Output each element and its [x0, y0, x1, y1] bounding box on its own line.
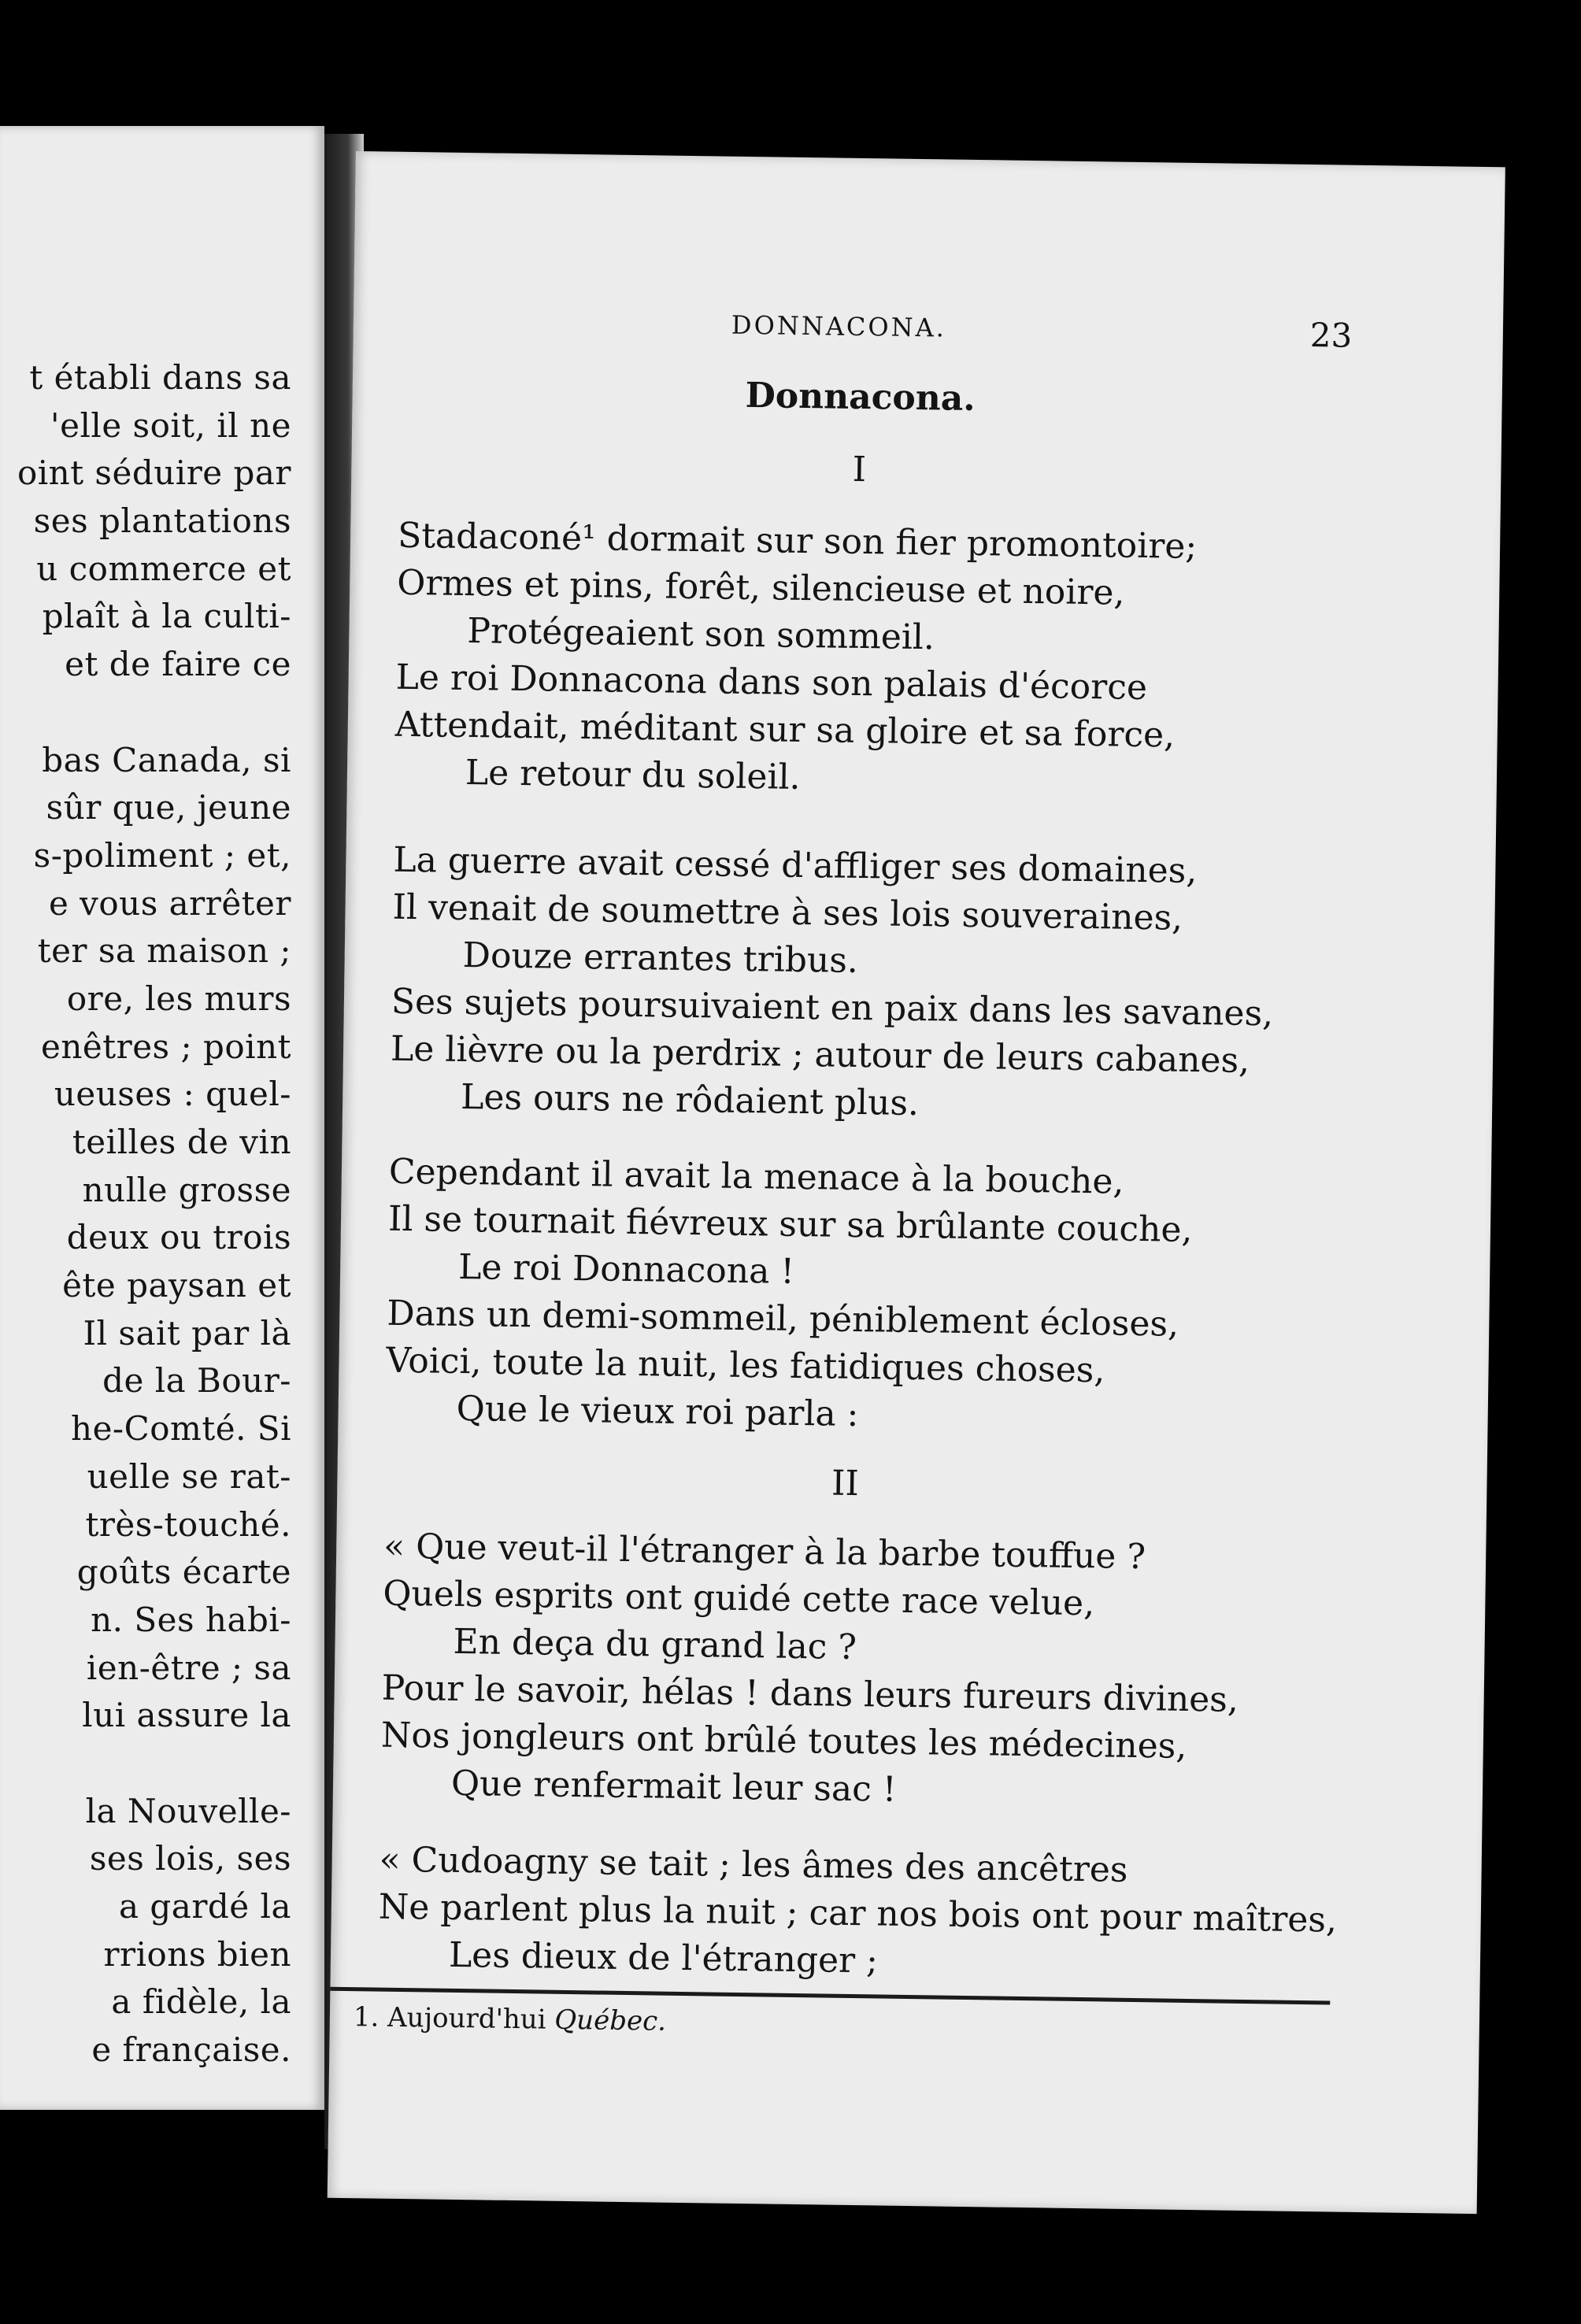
verse-line: Il se tournait fiévreux sur sa brûlante couche,: [387, 1198, 1193, 1250]
verse-line: Dans un demi-sommeil, péniblement écloses,: [387, 1293, 1179, 1345]
verse-line-indented: Que renfermait leur sac !: [450, 1763, 897, 1810]
section-number-2: II: [831, 1463, 860, 1504]
verse-line: Ne parlent plus la nuit ; car nos bois ont pour maîtres,: [378, 1886, 1338, 1941]
page-number: 23: [1309, 315, 1353, 355]
previous-page-line: ête paysan et: [62, 1266, 291, 1305]
previous-page-line: ses lois, ses: [89, 1839, 291, 1878]
verse-line-indented: En deça du grand lac ?: [453, 1621, 857, 1668]
verse-line: Le roi Donnacona dans son palais d'écorce: [395, 657, 1148, 709]
verse-line: Pour le savoir, hélas ! dans leurs fureurs divines,: [381, 1667, 1239, 1720]
previous-page-line: plaît à la culti-: [42, 597, 291, 636]
verse-line-indented: Les ours ne rôdaient plus.: [460, 1076, 920, 1124]
previous-page-line: et de faire ce: [65, 645, 291, 684]
previous-page-line: s-poliment ; et,: [33, 835, 291, 875]
previous-page-line: uelle se rat-: [87, 1456, 291, 1496]
footnote-rule: [330, 1987, 1330, 2005]
previous-page-line: a fidèle, la: [111, 1982, 291, 2022]
previous-page-line: he-Comté. Si: [71, 1409, 291, 1449]
previous-page-line: [0, 1740, 324, 1788]
verse-line: Stadaconé¹ dormait sur son fier promontoire;: [397, 515, 1198, 567]
previous-page-line: ueuses : quel-: [54, 1075, 291, 1114]
previous-page-line: ien-être ; sa: [86, 1648, 291, 1687]
previous-page-line: e vous arrêter: [48, 883, 291, 923]
previous-page-line: t établi dans sa: [29, 358, 291, 397]
previous-page-line: ter sa maison ;: [37, 931, 291, 971]
previous-page-fragment: [0, 126, 324, 2110]
previous-page-text: [0, 354, 324, 2074]
previous-page-line: bas Canada, si: [42, 740, 291, 779]
verse-line: Voici, toute la nuit, les fatidiques choses,: [386, 1340, 1105, 1391]
verse-line: « Cudoagny se tait ; les âmes des ancêtres: [379, 1839, 1128, 1890]
previous-page-line: 'elle soit, il ne: [50, 405, 291, 445]
stanza-1: [394, 513, 1406, 810]
verse-line: Cependant il avait la menace à la bouche,: [388, 1151, 1124, 1202]
previous-page-line: la Nouvelle-: [85, 1791, 291, 1830]
stanza-2: [390, 837, 1401, 1134]
verse-line: Nos jongleurs ont brûlé toutes les médecines,: [380, 1715, 1187, 1767]
verse-line: Attendait, méditant sur sa gloire et sa force,: [394, 704, 1176, 756]
stanza-4: [380, 1523, 1392, 1821]
verse-line-indented: Les dieux de l'étranger ;: [448, 1934, 879, 1982]
page-23: [328, 151, 1505, 2214]
verse-line: Quels esprits ont guidé cette race velue,: [383, 1573, 1095, 1624]
poem-title: Donnacona.: [745, 375, 976, 420]
footnote-text: 1. Aujourd'hui: [353, 2001, 546, 2036]
previous-page-line: lui assure la: [82, 1696, 291, 1735]
verse-line-indented: Douze errantes tribus.: [462, 934, 859, 982]
previous-page-line: Il sait par là: [83, 1313, 291, 1353]
verse-line-indented: Que le vieux roi parla :: [456, 1388, 859, 1435]
previous-page-line: u commerce et: [36, 549, 291, 588]
previous-page-line: e française.: [91, 2030, 291, 2070]
section-number-1: I: [852, 449, 867, 490]
previous-page-line: nulle grosse: [82, 1170, 291, 1209]
previous-page-line: a gardé la: [119, 1887, 291, 1926]
verse-line: Le lièvre ou la perdrix ; autour de leurs cabanes,: [390, 1028, 1250, 1081]
verse-line: Ses sujets poursuivaient en paix dans les savanes,: [391, 981, 1274, 1034]
previous-page-line: ses plantations: [33, 501, 291, 541]
previous-page-line: n. Ses habi-: [91, 1600, 291, 1639]
previous-page-line: enêtres ; point: [40, 1027, 291, 1066]
stanza-3: [385, 1149, 1397, 1446]
running-head: DONNACONA.: [731, 309, 947, 343]
footnote: [354, 2001, 667, 2037]
verse-line: Ormes et pins, forêt, silencieuse et noire,: [396, 562, 1125, 613]
previous-page-line: sûr que, jeune: [46, 788, 291, 827]
verse-line: La guerre avait cessé d'affliger ses domaines,: [393, 839, 1198, 892]
previous-page-line: rrions bien: [103, 1934, 291, 1974]
previous-page-line: deux ou trois: [66, 1218, 291, 1257]
previous-page-line: de la Bour-: [102, 1361, 291, 1401]
verse-line-indented: Le roi Donnacona !: [457, 1246, 795, 1292]
stanza-5: [378, 1837, 1387, 1993]
previous-page-line: oint séduire par: [17, 453, 291, 493]
verse-line: Il venait de soumettre à ses lois souveraines,: [392, 886, 1183, 938]
previous-page-line: goûts écarte: [76, 1552, 291, 1592]
footnote-place-name: Québec.: [554, 2004, 667, 2037]
verse-line-indented: Le retour du soleil.: [465, 753, 801, 797]
previous-page-line: teilles de vin: [72, 1123, 291, 1161]
verse-line-indented: Protégeaient son sommeil.: [467, 611, 935, 658]
previous-page-line: ore, les murs: [66, 979, 291, 1018]
verse-line: « Que veut-il l'étranger à la barbe touffue ?: [383, 1526, 1146, 1578]
previous-page-line: très-touché.: [85, 1504, 291, 1544]
previous-page-line: [0, 689, 324, 737]
